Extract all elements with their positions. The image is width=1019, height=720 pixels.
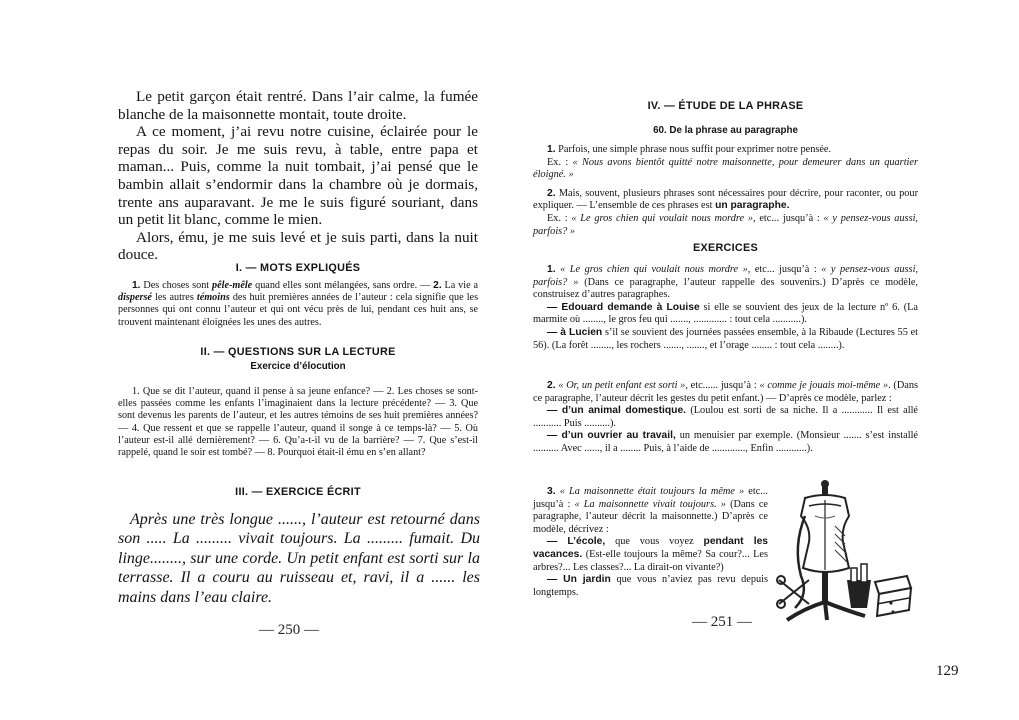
exercices-title: EXERCICES bbox=[692, 242, 759, 254]
questions-text: 1. Que se dit l’auteur, quand il pense à sa jeune enfance? — 2. Les choses se sont-elles passées comme les enfants l’imaginaient dans la lecture précédente? — 3. Que sont devenus les parents de l’auteur, et les autres témoins de ses huit premières années? — 4. Que ressent et que se rappelle l’auteur, quand il songe à ce temps-là? — 5. Où l’auteur est-il allé dernièrement? — 6. Qu’a-t-il vu de la barrière? — 7. Que s’est-il rappelé, quand le soir est tombé? — 8. Pourquoi était-il ému en s’en allant? bbox=[118, 386, 478, 459]
story-text bbox=[118, 88, 478, 264]
lesson-body: 1. Parfois, une simple phrase nous suffit pour exprimer notre pensée. Ex. : « Nous avons bientôt quitté notre maisonnette, pour demeurer dans un quartier éloigné. » 2. Mais, souvent, plusieurs phrases sont nécessaires pour décrire, pour raconter, ou pour expliquer. — L’ensemble de ces phrases est un paragraphe. Ex. : « Le gros chien qui voulait nous mordre », etc... jusqu’à : « y pensez-vous aussi, parfois? » bbox=[533, 144, 919, 237]
page-footer-251: — 251 — bbox=[692, 614, 752, 630]
section-title-exercice-ecrit: III. — EXERCICE ÉCRIT bbox=[235, 486, 361, 498]
exercice-3: 3. « La maisonnette était toujours la même » etc... jusqu’à : « La maisonnette vivait toujours. » (Dans ce paragraphe, l’auteur décrit la maisonnette.) D’après ce modèle, décrivez : — L’école, que vous voyez pendant les vacances. (Est-elle toujours la même? Sa cour?... Les arbres?... Les classes?... La dirait-on vivante?) — Un jardin que vous n’aviez pas revu depuis longtemps. bbox=[533, 486, 769, 598]
exercice-ecrit-text: Après une très longue ......, l’auteur est retourné dans son ..... La ......... vivait toujours. La ......... fumait. Du linge........, sur une corde. Un petit enfant est sorti sur la terrasse. Il a couru au ruisseau et, ravi, il a ...... les mains dans l’eau claire. bbox=[118, 511, 480, 606]
page-number: 129 bbox=[936, 663, 959, 679]
section-title-etude-phrase: IV. — ÉTUDE DE LA PHRASE bbox=[647, 100, 804, 112]
story-paragraph: Alors, ému, je me suis levé et je suis parti, dans la nuit douce. bbox=[118, 228, 478, 264]
mots-expliques: 1. Des choses sont pêle-mêle quand elles sont mélangées, sans ordre. — 2. La vie a dispersé les autres témoins des huit premières années de l’auteur : cela signifie que les personnes qui ont connu l’auteur et qui ont vécu près de lui, pendant ces huit ans, se trouvent maintenant éloignées les unes des autres. bbox=[118, 280, 479, 328]
exercice-2: 2. « Or, un petit enfant est sorti », etc...... jusqu’à : « comme je jouais moi-même ». (Dans ce paragraphe, l’auteur décrit les gestes du petit enfant.) — D’après ce modèle, parlez : — d’un animal domestique. (Loulou est sorti de sa niche. Il a ............ Il est allé ........... Puis ..........). — d’un ouvrier au travail, un menuisier par exemple. (Monsieur ....... s’est installé .......... Avec ......, il a ........ Puis, à l’aide de ............., Enfin ............). bbox=[533, 380, 919, 454]
section-title-mots: I. — MOTS EXPLIQUÉS bbox=[235, 262, 361, 274]
story-paragraph: A ce moment, j’ai revu notre cuisine, éclairée pour le repas du soir. Je me suis revu, à table, entre papa et maman... Puis, comme la nuit tombait, j’ai pensé que le bambin allait s’endormir dans la chambre où je dormais, trente ans auparavant. Je me le suis figuré souriant, dans un petit lit blanc, comme le mien. bbox=[118, 123, 478, 229]
page-footer-250: — 250 — bbox=[259, 622, 319, 638]
section-subtitle-elocution: Exercice d’élocution bbox=[250, 361, 346, 372]
story-paragraph: Le petit garçon était rentré. Dans l’air calme, la fumée blanche de la maisonnette montait, toute droite. bbox=[118, 88, 478, 123]
lesson-title: 60. De la phrase au paragraphe bbox=[653, 125, 798, 136]
section-title-questions: II. — QUESTIONS SUR LA LECTURE bbox=[200, 346, 396, 358]
dress-form-sewing-illustration bbox=[775, 476, 913, 624]
exercice-1: 1. « Le gros chien qui voulait nous mordre », etc... jusqu’à : « y pensez-vous aussi, parfois? » (Dans ce paragraphe, l’auteur rappelle des souvenirs.) D’après ce modèle, construisez d’autres paragraphes. — Edouard demande à Louise si elle se souvient des jeux de la lecture nº 6. (La marmite où ........, le gros feu qui ......., ............. : tout cela ...........). — à Lucien s’il se souvient des journées passées ensemble, à la Ribaude (Lectures 55 et 56). (La forêt ........, les rochers ......., ......., et l’orage ........ : tout cela ........). bbox=[533, 264, 919, 351]
